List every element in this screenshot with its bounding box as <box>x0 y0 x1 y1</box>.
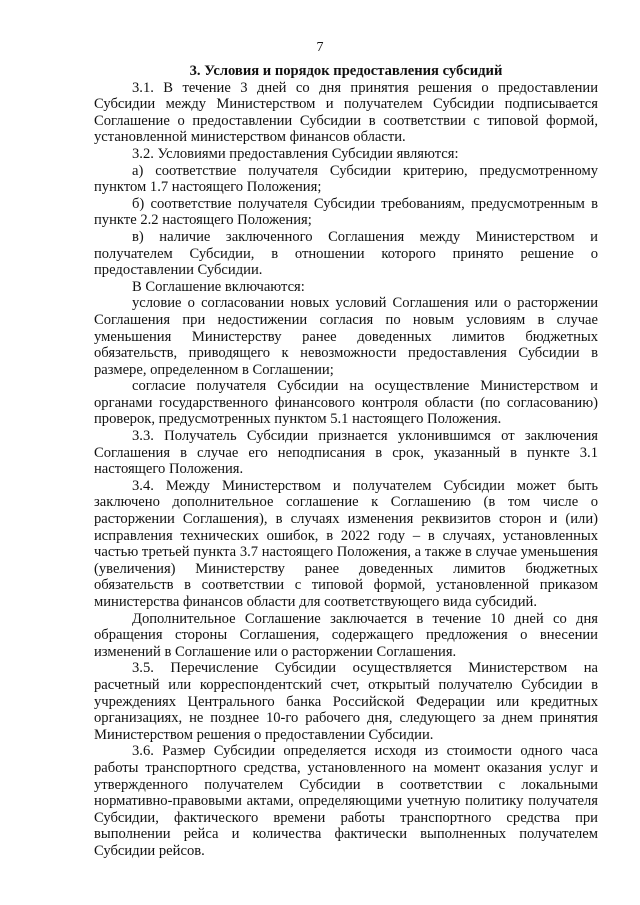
agreement-clause-consent: согласие получателя Субсидии на осуществление Министерством и органами государственного финансового контроля области (по согласованию) проверок, предусмотренных пунктом 5.1 настоящего Положения. <box>94 378 598 428</box>
agreement-clause-terms: условие о согласовании новых условий Соглашения или о расторжении Соглашения при недостижении согласия по новым условиям в случае уменьшения Министерству ранее доведенных лимитов бюджетных обязательств, приводящего к невозможности предоставления Субсидии в размере, определенном в Соглашении; <box>94 295 598 378</box>
paragraph-3-4: 3.4. Между Министерством и получателем Субсидии может быть заключено дополнительное соглашение к Соглашению (в том числе о расторжении Соглашения), в случаях изменения реквизитов сторон и (или) исправления технических ошибок, в 2022 году – в случаях, установленных частью третьей пункта 3.7 настоящего Положения, а также в случае уменьшения (увеличения) Министерству ранее доведенных лимитов бюджетных обязательств в соответствии с типовой формой, установленной приказом министерства финансов области для соответствующего вида субсидий. <box>94 477 598 610</box>
page-number: 7 <box>316 40 324 55</box>
additional-agreement-term: Дополнительное Соглашение заключается в течение 10 дней со дня обращения стороны Соглашения, содержащего предложения о внесении изменений в Соглашение или о расторжении Соглашения. <box>94 610 598 660</box>
paragraph-3-2: 3.2. Условиями предоставления Субсидии являются: <box>132 145 459 162</box>
paragraph-3-5: 3.5. Перечисление Субсидии осуществляется Министерством на расчетный или корреспондентский счет, открытый получателю Субсидии в учреждениях Центрального банка Российской Федерации или кредитных организациях, не позднее 10-го рабочего дня, следующего за днем принятия Министерством решения о предоставлении Субсидии. <box>94 660 598 743</box>
agreement-includes: В Соглашение включаются: <box>132 278 305 295</box>
condition-b: б) соответствие получателя Субсидии требованиям, предусмотренным в пункте 2.2 настоящего Положения; <box>94 195 598 229</box>
section-heading: 3. Условия и порядок предоставления субсидий <box>189 63 503 79</box>
paragraph-3-3: 3.3. Получатель Субсидии признается уклонившимся от заключения Соглашения в случае его неподписания в срок, указанный в пункте 3.1 настоящего Положения. <box>94 428 598 478</box>
document-body <box>94 63 598 860</box>
condition-c: в) наличие заключенного Соглашения между Министерством и получателем Субсидии, в отношении которого принято решение о предоставлении Субсидии. <box>94 228 598 279</box>
paragraph-3-1: 3.1. В течение 3 дней со дня принятия решения о предоставлении Субсидии между Министерством и получателем Субсидии подписывается Соглашение о предоставлении Субсидии в соответствии с типовой формой, установленной министерством финансов области. <box>94 79 598 146</box>
paragraph-3-6: 3.6. Размер Субсидии определяется исходя из стоимости одного часа работы транспортного средства, установленного на момент оказания услуг и утвержденного получателем Субсидии в соответствии с локальными нормативно-правовыми актами, определяющими учетную политику получателя Субсидии, фактического времени работы транспортного средства при выполнении рейса и количества фактически выполненных получателем Субсидии рейсов. <box>94 743 598 859</box>
condition-a: а) соответствие получателя Субсидии критерию, предусмотренному пунктом 1.7 настоящего Положения; <box>94 162 598 196</box>
